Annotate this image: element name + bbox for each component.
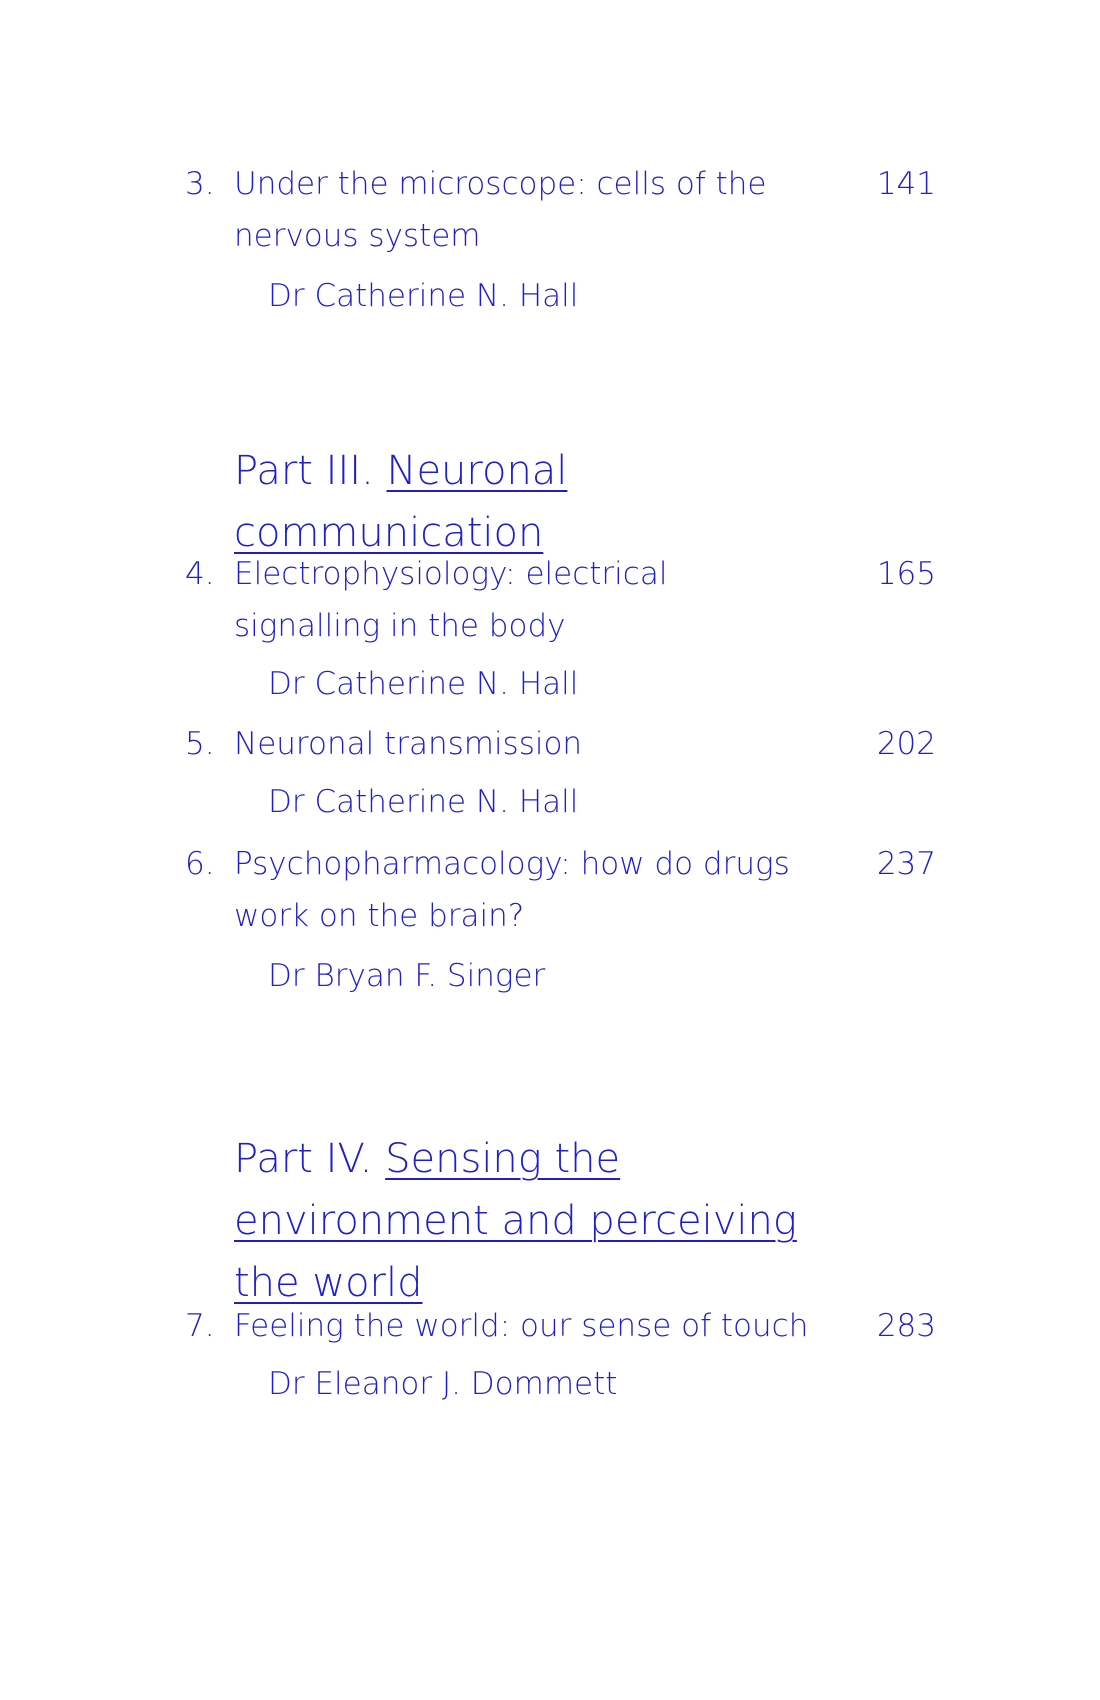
part-title: Neuronal communication — [234, 448, 568, 556]
part-heading — [234, 1128, 874, 1314]
chapter-title: Neuronal transmission — [234, 726, 583, 762]
part-label: Part III. — [234, 448, 374, 494]
part-label: Part IV. — [234, 1136, 373, 1182]
chapter-author: Dr Eleanor J. Dommett — [268, 1366, 618, 1402]
chapter-page-number: 237 — [876, 846, 936, 882]
chapter-page-number: 202 — [876, 726, 936, 762]
chapter-number: 3. — [185, 166, 215, 202]
chapter-number: 7. — [185, 1308, 215, 1344]
chapter-title: Under the microscope: cells of the nervous system — [234, 166, 767, 254]
chapter-page-number: 283 — [876, 1308, 936, 1344]
chapter-title: Psychopharmacology: how do drugs work on the brain? — [234, 846, 790, 934]
chapter-author: Dr Catherine N. Hall — [268, 784, 579, 820]
chapter-page-number: 165 — [876, 556, 936, 592]
chapter-title: Feeling the world: our sense of touch — [234, 1308, 809, 1344]
chapter-author: Dr Catherine N. Hall — [268, 666, 579, 702]
chapter-author: Dr Bryan F. Singer — [268, 958, 546, 994]
chapter-number: 6. — [185, 846, 215, 882]
chapter-number: 4. — [185, 556, 215, 592]
part-heading — [234, 440, 874, 564]
chapter-title: Electrophysiology: electrical signalling in the body — [234, 556, 668, 644]
part-title: Sensing the environment and perceiving the world — [234, 1136, 797, 1306]
chapter-author: Dr Catherine N. Hall — [268, 278, 579, 314]
chapter-page-number: 141 — [876, 166, 936, 202]
chapter-number: 5. — [185, 726, 215, 762]
